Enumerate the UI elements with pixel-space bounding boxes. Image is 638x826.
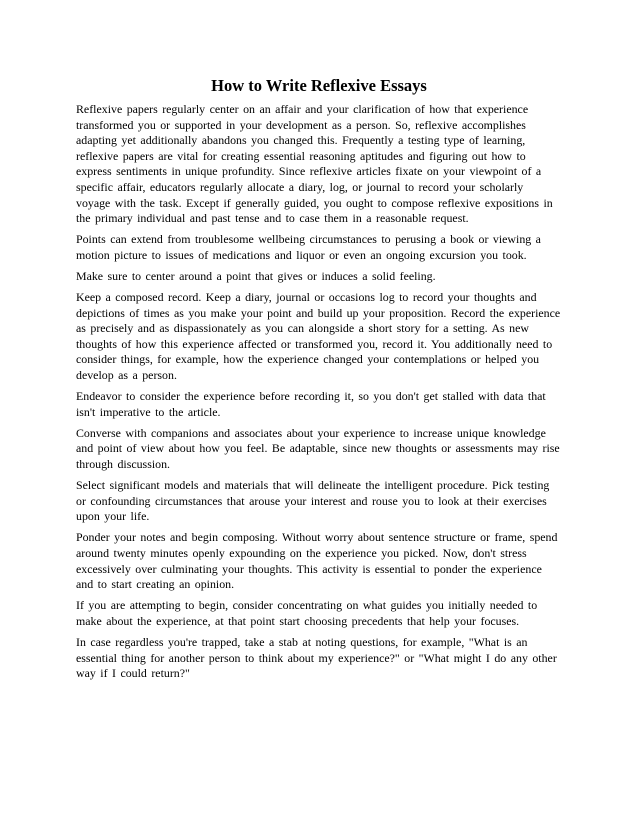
paragraph-line: Points can extend from troublesome wellbeing circumstances to perusing a book or viewing a — [76, 232, 541, 247]
paragraph-line: reflexive papers are vital for creating essential reasoning aptitudes and figuring out how to — [76, 148, 526, 163]
paragraph-line: and to start creating an opinion. — [76, 577, 235, 592]
paragraph — [76, 426, 564, 473]
paragraph-line: develop as a person. — [76, 368, 177, 382]
paragraph-line: Reflexive papers regularly center on an affair and your clarification of how that experience — [76, 102, 529, 116]
essay-body — [76, 102, 564, 687]
paragraph-line: Make sure to center around a point that gives or induces a solid feeling. — [76, 268, 436, 283]
paragraph-line: depictions of times as you make your point and build up your proposition. Record the experience — [76, 305, 561, 320]
paragraph — [76, 269, 564, 285]
paragraph-line: thoughts of how this experience affected or transformed you, record it. You additionally need to — [76, 336, 553, 351]
paragraph-line: Converse with companions and associates about your experience to increase unique knowledge — [76, 425, 546, 440]
paragraph-line: transformed you or supported in your development as a person. So, reflexive accomplishes — [76, 117, 526, 132]
paragraph-line: through discussion. — [76, 456, 170, 471]
paragraph-line: motion picture to issues of medications and liquor or even an ongoing excursion you took. — [76, 247, 527, 262]
paragraph — [76, 290, 564, 384]
paragraph-line: and point of view about how you feel. Be adaptable, since new thoughts or assessments may rise — [76, 441, 560, 456]
paragraph — [76, 478, 564, 525]
paragraph-line: way if I could return?" — [76, 666, 190, 681]
paragraph-line: consider things, for example, how the experience changed your contemplations or helped you — [76, 352, 540, 367]
paragraph-line: Select significant models and materials that will delineate the intelligent procedure. Pick testing — [76, 478, 550, 493]
paragraph-line: voyage with the task. Except if generally guided, you ought to compose reflexive expositions in — [76, 195, 553, 210]
paragraph — [76, 232, 564, 263]
paragraph-line: the primary individual and past tense and to case them in a reasonable request. — [76, 211, 469, 226]
paragraph-line: excessively over culminating your thoughts. This activity is essential to ponder the experience — [76, 561, 542, 576]
paragraph-line: isn't imperative to the article. — [76, 404, 221, 419]
paragraph-line: around twenty minutes openly expounding on the experience you picked. Now, don't stress — [76, 545, 527, 560]
paragraph-line: express sentiments in unique profundity. Since reflexive articles fixate on your viewpoint of a — [76, 164, 542, 179]
paragraph-line: as precisely and as dispassionately as you can alongside a short story for a setting. As new — [76, 321, 529, 336]
paragraph — [76, 102, 564, 227]
paragraph — [76, 389, 564, 420]
paragraph-line: or confounding circumstances that arouse your interest and rouse you to look at their exercises — [76, 493, 547, 508]
paragraph — [76, 635, 564, 682]
paragraph-line: Ponder your notes and begin composing. Without worry about sentence structure or frame, spend — [76, 530, 558, 545]
paragraph-line: Endeavor to consider the experience before recording it, so you don't get stalled with data that — [76, 389, 546, 404]
paragraph — [76, 530, 564, 592]
paragraph-line: upon your life. — [76, 509, 150, 524]
paragraph-line: adapting yet additionally abandons you changed this. Frequently a testing type of learning, — [76, 133, 526, 148]
page-title: How to Write Reflexive Essays — [211, 76, 427, 95]
paragraph — [76, 598, 564, 629]
paragraph-line: If you are attempting to begin, consider concentrating on what guides you initially needed to — [76, 598, 538, 613]
paragraph-line: make about the experience, at that point start choosing precedents that help your focuses. — [76, 613, 520, 628]
paragraph-line: specific affair, educators regularly allocate a diary, log, or journal to record your scholarly — [76, 179, 524, 194]
paragraph-line: In case regardless you're trapped, take a stab at noting questions, for example, "What is an — [76, 634, 528, 649]
paragraph-line: essential thing for another person to think about my experience?" or "What might I do any other — [76, 650, 557, 665]
paragraph-line: Keep a composed record. Keep a diary, journal or occasions log to record your thoughts and — [76, 290, 537, 305]
